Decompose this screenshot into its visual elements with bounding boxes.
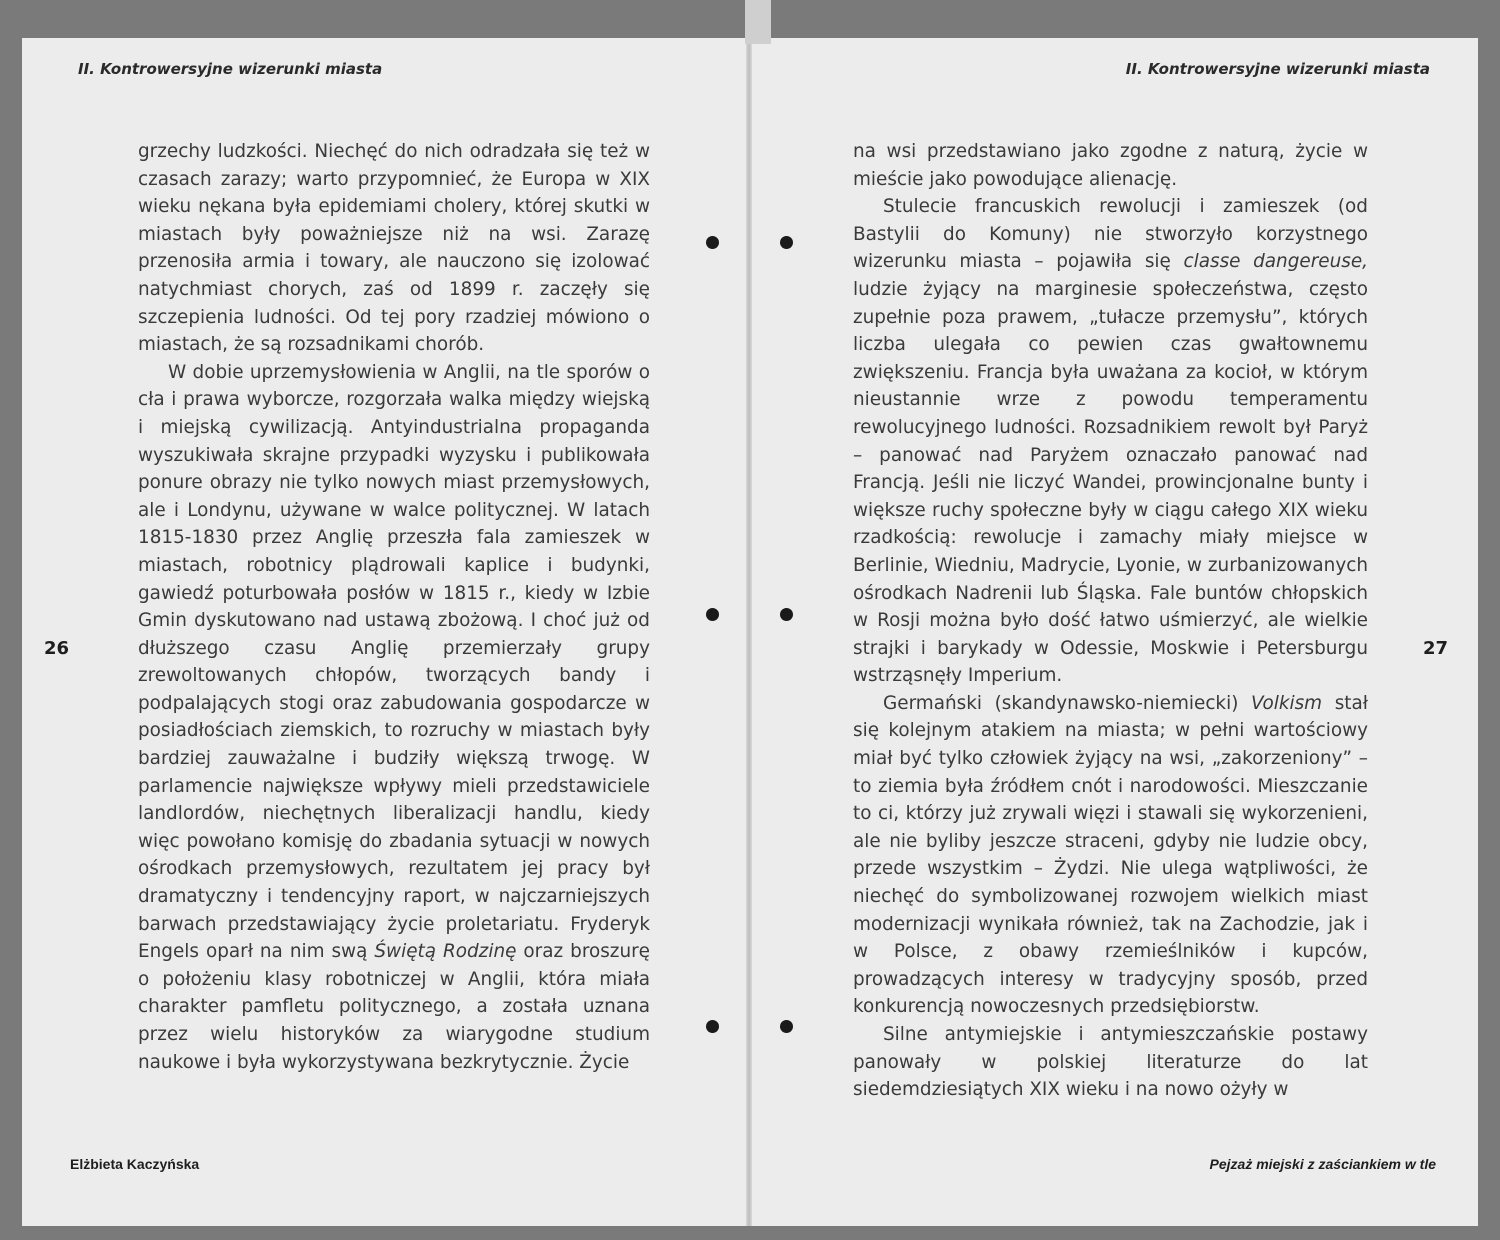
paragraph	[853, 690, 1368, 1021]
binding-hole	[706, 1020, 719, 1033]
body-text	[853, 138, 1368, 1104]
binding-hole	[780, 608, 793, 621]
left-page	[22, 38, 749, 1226]
page-number: 27	[1422, 638, 1448, 659]
paragraph	[853, 193, 1368, 690]
paragraph: grzechy ludzkości. Niechęć do nich odradzała się też w czasach zarazy; warto przypomnieć, że Europa w XIX wieku nękana była epidemiami cholery, której skutki w miastach były poważniejsze niż na wsi. Zarazę przenosiła armia i towary, ale nauczono się izolować natychmiast chorych, zaś od 1899 r. zaczęły się szczepienia ludności. Od tej pory rzadziej mówiono o miastach, że są rozsadnikami chorób.	[138, 141, 650, 356]
paragraph: na wsi przedstawiano jako zgodne z naturą, życie w mieście jako powodujące alienację.	[853, 141, 1368, 190]
text-run: W dobie uprzemysłowienia w Anglii, na tle sporów o cła i prawa wyborcze, rozgorzała walka między wiejską i miejską cywilizacją. Antyindustrialna propaganda wyszukiwała skrajne przypadki wyzysku i publikowała ponure obrazy nie tylko nowych miast przemysłowych, ale i Londynu, używane w walce politycznej. W latach 1815-1830 przez Anglię przeszła fala zamieszek w miastach, robotnicy plądrowali kaplice i budynki, gawiedź poturbowała posłów w 1815 r., kiedy w Izbie Gmin dyskutowano nad ustawą zbożową. I choć już od dłuższego czasu Anglię przemierzały grupy zrewoltowanych chłopów, tworzących bandy i podpalających stogi oraz zabudowania gospodarcze w posiadłościach ziemskich, to rozruchy w miastach były bardziej zauważalne i budziły większą trwogę. W parlamencie największe wpływy mieli przedstawiciele landlordów, niechętnych liberalizacji handlu, kiedy więc powołano komisję do zbadania sytuacji w nowych ośrodkach przemysłowych, rezultatem jej pracy był dramatyczny i tendencyjny raport, w najczarniejszych barwach przedstawiający życie proletariatu. Fryderyk Engels oparł na nim swą	[138, 361, 650, 963]
running-head: II. Kontrowersyjne wizerunki miasta	[1125, 60, 1430, 78]
binding-hole	[780, 1020, 793, 1033]
italic-term: Volkism	[1250, 692, 1323, 714]
text-run: stał się kolejnym atakiem na miasta; w pełni wartościowy miał być tylko człowiek żyjący na wsi, „zakorzeniony” – to ziemia była źródłem cnót i narodowości. Mieszczanie to ci, którzy już zrywali więzi i stawali się wykorzenieni, ale nie byliby jeszcze straceni, gdyby nie ludzie obcy, przede wszystkim – Żydzi. Nie ulega wątpliwości, że niechęć do symbolizowanej rozwojem wielkich miast modernizacji wynikała również, tak na Zachodzie, jak i w Polsce, z obawy rzemieślników i kupców, prowadzących interesy w tradycyjny sposób, przed konkurencją nowoczesnych przedsiębiorstw.	[853, 692, 1368, 1018]
italic-title: Świętą Rodzinę	[374, 941, 517, 963]
spine-tab	[745, 0, 771, 44]
paragraph: Silne antymiejskie i antymieszczańskie postawy panowały w polskiej literaturze do lat siedemdziesiątych XIX wieku i na nowo ożyły w	[853, 1024, 1368, 1101]
paragraph	[138, 359, 650, 1076]
right-page	[749, 38, 1478, 1226]
page-number: 26	[44, 638, 70, 659]
binding-hole	[706, 236, 719, 249]
book-spine	[746, 38, 752, 1226]
binding-hole	[706, 608, 719, 621]
binding-hole	[780, 236, 793, 249]
body-text	[138, 138, 650, 1076]
italic-term: classe dangereuse,	[1183, 251, 1368, 273]
text-run: oraz broszurę o położeniu klasy robotniczej w Anglii, która miała charakter pamfletu politycznego, a została uznana przez wielu historyków za wiarygodne studium naukowe i była wykorzystywana bezkrytycznie. Życie	[138, 941, 650, 1073]
text-run: Germański (skandynawsko-niemiecki)	[883, 692, 1239, 714]
book-spread	[22, 38, 1478, 1226]
page-footer: Pejzaż miejski z zaściankiem w tle	[1209, 1156, 1436, 1172]
text-run: Stulecie francuskich rewolucji i zamieszek (od Bastylii do Komuny) nie stworzyło korzystnego wizerunku miasta – pojawiła się	[853, 196, 1368, 273]
page-footer: Elżbieta Kaczyńska	[70, 1156, 200, 1172]
text-run: ludzie żyjący na marginesie społeczeństwa, często zupełnie poza prawem, „tułacze przemysłu”, których liczba ulegała co pewien czas gwałtownemu zwiększeniu. Francja była uważana za kocioł, w którym nieustannie wrze z powodu temperamentu rewolucyjnego ludności. Rozsadnikiem rewolt był Paryż – panować nad Paryżem oznaczało panować nad Francją. Jeśli nie liczyć Wandei, prowincjonalne bunty i większe ruchy społeczne były w ciągu całego XIX wieku rzadkością: rewolucje i zamachy miały miejsce w Berlinie, Wiedniu, Madrycie, Lyonie, w zurbanizowanych ośrodkach Nadrenii lub Śląska. Fale buntów chłopskich w Rosji można było dość łatwo uśmierzyć, ale wielkie strajki i barykady w Odessie, Moskwie i Petersburgu wstrząsnęły Imperium.	[853, 278, 1368, 687]
running-head: II. Kontrowersyjne wizerunki miasta	[78, 60, 383, 78]
